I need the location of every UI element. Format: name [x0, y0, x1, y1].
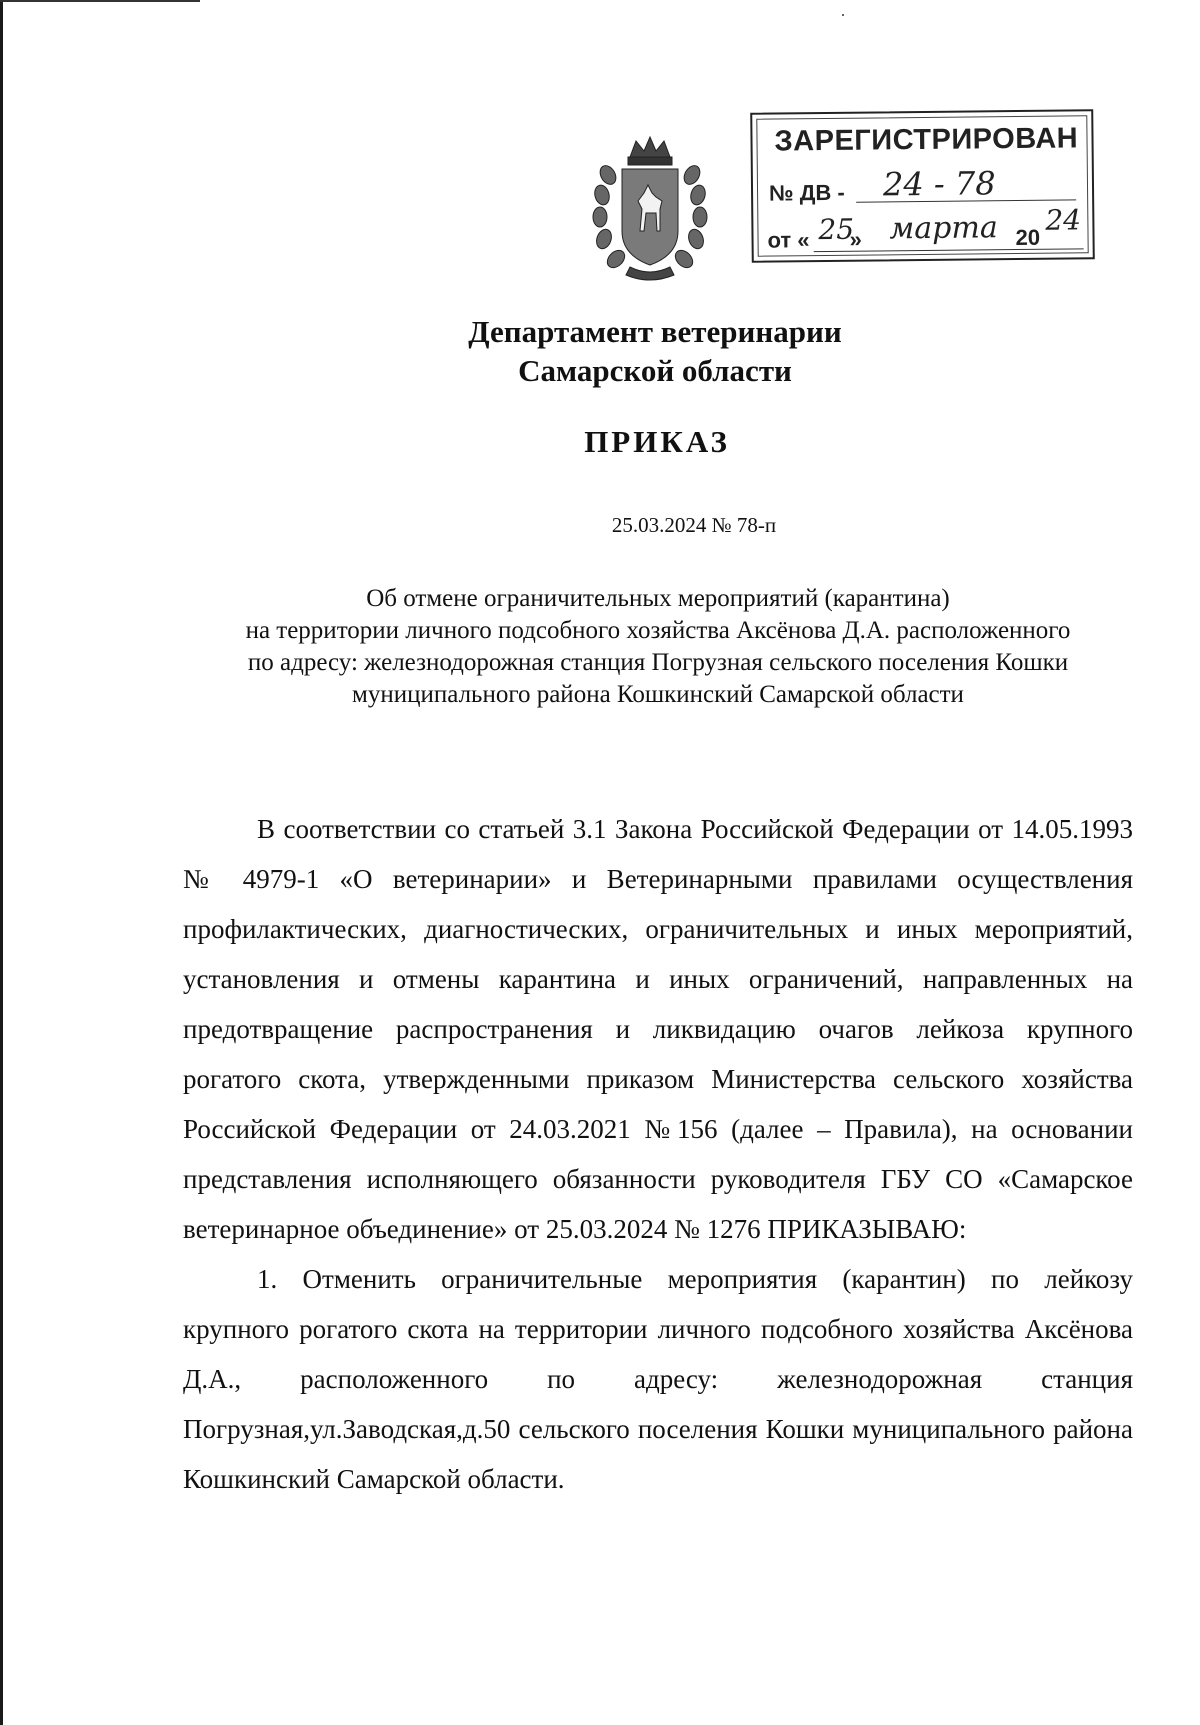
registration-stamp: [750, 109, 1095, 263]
document-body: [183, 804, 1133, 1504]
stamp-number-handwritten: 24 - 78: [882, 164, 996, 204]
subject-line-1: Об отмене ограничительных мероприятий (карантина): [366, 585, 950, 612]
stamp-day-handwritten: 25: [818, 212, 855, 247]
document-date-number: 25.03.2024 № 78-п: [611, 513, 777, 537]
document-type: ПРИКАЗ: [584, 424, 730, 459]
body-paragraph-2: 1. Отменить ограничительные мероприятия (карантин) по лейкозу крупного рогатого скота на территории личного подсобного хозяйства Аксёнова Д.А., расположенного по адресу: железнодорожная станция Погрузная,ул.Заводская,д.50 сельского поселения Кошки муниципального района Кошкинский Самарской области.: [183, 1264, 1133, 1494]
subject-line-2: на территории личного подсобного хозяйства Аксёнова Д.А. расположенного: [245, 617, 1071, 644]
subject-line-4: муниципального района Кошкинский Самарской области: [352, 681, 964, 708]
stamp-year-handwritten: 24: [1045, 203, 1082, 237]
stamp-month-handwritten: марта: [889, 210, 998, 247]
stamp-year-prefix: 20: [1015, 224, 1041, 251]
scan-dot: [842, 14, 844, 16]
body-paragraph-1: В соответствии со статьей 3.1 Закона Российской Федерации от 14.05.1993 № 4979-1 «О ветеринарии» и Ветеринарными правилами осуществления профилактических, диагностических, ограничительных и иных мероприятий, установления и отмены карантина и иных ограничений, направленных на предотвращение распространения и ликвидацию очагов лейкоза крупного рогатого скота, утвержденными приказом Министерства сельского хозяйства Российской Федерации от 24.03.2021 №156 (далее – Правила), на основании представления исполняющего обязанности руководителя ГБУ СО «Самарское ветеринарное объединение» от 25.03.2024 № 1276 ПРИКАЗЫВАЮ:: [183, 814, 1133, 1244]
stamp-date-mid: »: [849, 226, 862, 252]
document-subject: [183, 583, 1133, 711]
samara-coat-of-arms-icon: [590, 135, 710, 283]
scan-edge-top: [0, 0, 200, 2]
stamp-date-prefix: от «: [767, 227, 810, 253]
department-line-1: Департамент ветеринарии: [468, 314, 842, 349]
scan-edge-left: [0, 0, 3, 1725]
department-name: [0, 312, 1200, 390]
stamp-title: ЗАРЕГИСТРИРОВАН: [774, 122, 1079, 158]
stamp-number-label: № ДВ -: [768, 179, 845, 206]
subject-line-3: по адресу: железнодорожная станция Погрузная сельского поселения Кошки: [247, 649, 1069, 676]
department-line-2: Самарской области: [518, 353, 792, 388]
